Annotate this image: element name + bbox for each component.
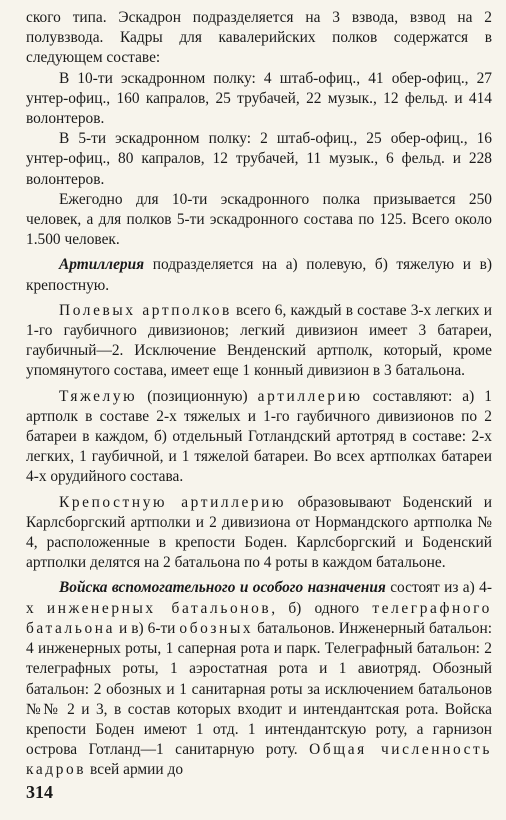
term-heavy: Тяжелую <box>59 387 138 405</box>
term-total-strength: Общая численность кадров <box>26 741 492 779</box>
heading-artillery: Артиллерия <box>59 256 145 274</box>
term-fortress-artillery: Крепостную артиллерию <box>59 493 287 511</box>
term-transport: обозных <box>179 619 254 637</box>
paragraph-field-artillery: Полевых артполков всего 6, каждый в составе 3-х легких и 1-го гаубичного дивизионов; легкий дивизион имеет 3 батареи, гаубичный—2. Исключение Венденский артполк, который, кроме упомянутого состава, имеет еще 1 конный дивизион в 3 батальона. <box>26 301 492 380</box>
paragraph-auxiliary-troops: Войска вспомогательного и особого назначения состоят из а) 4-х инженерных батальонов, б) одного телеграфного батальона и в) 6-ти обозных батальонов. Инженерный батальон: 4 инженерных роты, 1 саперная рота и парк. Телеграфный батальон: 2 телеграфных роты, 1 аэростатная рота и 1 авиотряд. Обозный батальон: 2 обозных и 1 санитарная роты за исключением батальонов №№ 2 и 3, в состав которых входит и интендантская рота. Войска крепости Боден имеют 1 отд. 1 интендантскую роту, а гарнизон острова Готланд—1 санитарную роту. Общая численность кадров всей армии до <box>26 579 492 779</box>
term-telegraph-battalion: телеграфного батальона <box>26 599 492 637</box>
term-field-regiments: Полевых артполков <box>59 301 232 319</box>
paragraph-heavy-artillery: Тяжелую (позиционную) артиллерию составляют: а) 1 артполк в составе 2-х тяжелых и 1-го гаубичного дивизионов по 2 батареи в каждом, б) отдельный Готландский артотряд в составе: 2-х легких, 1 гаубичной, и 1 тяжелой батареи. Во всех артполках батареи 4-х орудийного состава. <box>26 387 492 486</box>
term-artillery: артиллерию <box>257 387 363 405</box>
paragraph-10-squadron: В 10-ти эскадронном полку: 4 штаб-офиц., 41 обер-офиц., 27 унтер-офиц., 160 капралов, 25 трубачей, 22 музык., 12 фельд. и 414 волонтеров. <box>26 69 492 128</box>
paragraph-artillery: Артиллерия подразделяется на а) полевую, б) тяжелую и в) крепостную. <box>26 256 492 294</box>
page-number: 314 <box>26 782 53 802</box>
term-engineer-battalions: инженерных батальонов <box>46 599 272 617</box>
paragraph-5-squadron: В 5-ти эскадронном полку: 2 штаб-офиц., 25 обер-офиц., 16 унтер-офиц., 80 капралов, 12 трубачей, 11 музык., 6 фельд. и 228 волонтеров. <box>26 130 492 188</box>
page-text <box>26 8 492 781</box>
heading-auxiliary: Войска вспомогательного и особого назначения <box>59 579 386 597</box>
paragraph-cavalry-intro: ского типа. Эскадрон подразделяется на 3 взвода, взвод на 2 полувзвода. Кадры для кавалерийских полков содержатся в следующем составе: <box>26 9 492 67</box>
paragraph-annual-draft: Ежегодно для 10-ти эскадронного полка призывается 250 человек, а для полков 5-ти эскадронного состава по 125. Всего около 1.500 человек. <box>26 190 492 249</box>
paragraph-fortress-artillery: Крепостную артиллерию образовывают Боденский и Карлсборгский артполки и 2 дивизиона от Нормандского артполка № 4, расположенные в крепости Боден. Карлсборгский и Боденский артполки делятся на 2 батальона по 4 роты в каждом батальоне. <box>26 493 492 572</box>
